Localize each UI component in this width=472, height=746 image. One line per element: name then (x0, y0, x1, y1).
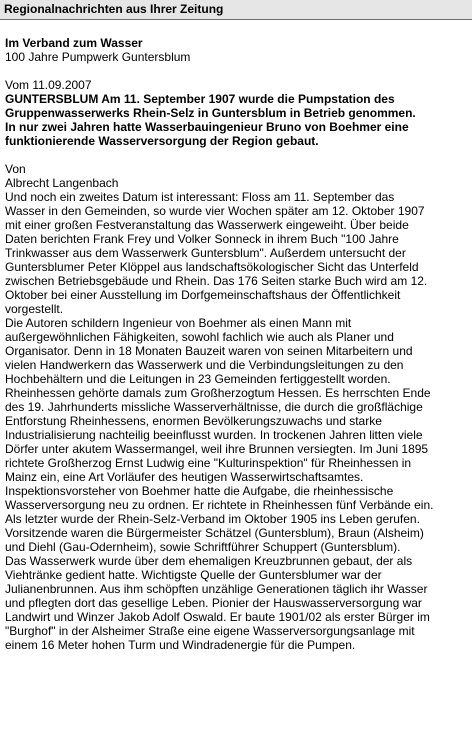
spacer (5, 64, 471, 78)
body-line: Industrialisierung nachteilig beeinflusst wurden. In trockenen Jahren litten viele (5, 428, 423, 442)
body-line: Landwirt und Winzer Jakob Adolf Oswald. Er baute 1901/02 als erster Bürger im (5, 610, 430, 624)
section-title: Regionalnachrichten aus Ihrer Zeitung (4, 2, 224, 16)
body-line: Viehtränke gedient hatte. Wichtigste Quelle der Guntersblumer war der (5, 568, 382, 582)
body-line: vielen Handwerkern das Wasserwerk und die Verbindungsleitungen zu den (5, 358, 404, 372)
body-line: Mainz ein, eine Art Vorläufer des heutigen Wasserwirtschaftsamtes. (5, 470, 364, 484)
article-body (5, 190, 471, 652)
article-date: Vom 11.09.2007 (5, 78, 92, 92)
body-line: des 19. Jahrhunderts missliche Wasserverhältnisse, die durch die großflächige (5, 400, 423, 414)
header-divider (0, 19, 472, 20)
body-line: vorgestellt. (5, 302, 64, 316)
body-line: Julianenbrunnen. Aus ihm schöpften unzählige Generationen täglich ihr Wasser (5, 582, 428, 596)
article-subheadline: 100 Jahre Pumpwerk Guntersblum (5, 50, 191, 64)
body-line: einem 16 Meter hohen Turm und Windradenergie für die Pumpen. (5, 638, 356, 652)
body-line: Als letzter wurde der Rhein-Selz-Verband im Oktober 1905 ins Leben gerufen. (5, 512, 420, 526)
body-line: Vorsitzende waren die Bürgermeister Schätzel (Guntersblum), Braun (Alsheim) (5, 526, 424, 540)
body-line: Die Autoren schildern Ingenieur von Boehmer als einen Mann mit (5, 316, 352, 330)
body-line: und Diehl (Gau-Odernheim), sowie Schriftführer Schuppert (Guntersblum). (5, 540, 401, 554)
lead-line: Gruppenwasserwerks Rhein-Selz in Guntersblum in Betrieb genommen. (5, 106, 416, 120)
body-line: außergewöhnlichen Fähigkeiten, sowohl fachlich wie auch als Planer und (5, 330, 394, 344)
body-line: richtete Großherzog Ernst Ludwig eine "Kulturinspektion" für Rheinhessen in (5, 456, 412, 470)
section-header (0, 0, 472, 19)
lead-line: In nur zwei Jahren hatte Wasserbauingenieur Bruno von Boehmer eine (5, 120, 409, 134)
body-line: Entforstung Rheinhessens, enormen Bevölkerungszuwachs und starke (5, 414, 382, 428)
body-line: Wasser in den Gemeinden, so wurde vier Wochen später am 12. Oktober 1907 (5, 204, 425, 218)
article-headline: Im Verband zum Wasser (5, 36, 143, 50)
body-line: Daten berichten Frank Frey und Volker Sonneck in ihrem Buch "100 Jahre (5, 232, 399, 246)
body-line: Das Wasserwerk wurde über dem ehemaligen Kreuzbrunnen gebaut, der als (5, 554, 413, 568)
body-line: Hochbehältern und die Leitungen in 23 Gemeinden fertiggestellt worden. (5, 372, 391, 386)
byline-prefix: Von (5, 162, 26, 176)
body-line: mit einer großen Festveranstaltung das Wasserwerk eingeweiht. Über beide (5, 218, 409, 232)
spacer (5, 148, 471, 162)
article-content (5, 36, 471, 652)
body-line: Rheinhessen gehörte damals zum Großherzogtum Hessen. Es herrschten Ende (5, 386, 431, 400)
body-line: Dörfer unter akutem Wassermangel, weil ihre Brunnen versiegten. Im Juni 1895 (5, 442, 429, 456)
body-line: Trinkwasser aus dem Wasserwerk Guntersblum". Außerdem untersucht der (5, 246, 406, 260)
body-line: Wasserversorgung neu zu ordnen. Er richtete in Rheinhessen fünf Verbände ein. (5, 498, 434, 512)
body-line: Guntersblumer Peter Klöppel aus landschaftsökologischer Sicht das Unterfeld (5, 260, 419, 274)
body-line: Oktober bei einer Ausstellung im Dorfgemeinschaftshaus der Öffentlichkeit (5, 288, 401, 302)
body-line: Organisator. Denn in 18 Monaten Bauzeit waren von seinen Mitarbeitern und (5, 344, 413, 358)
body-line: Und noch ein zweites Datum ist interessant: Floss am 11. September das (5, 190, 395, 204)
article-lead (5, 92, 471, 148)
body-line: zwischen Betriebsgebäude und Rhein. Das 176 Seiten starke Buch wird am 12. (5, 274, 428, 288)
article-author: Albrecht Langenbach (5, 176, 119, 190)
lead-line: GUNTERSBLUM Am 11. September 1907 wurde die Pumpstation des (5, 92, 395, 106)
body-line: und pflegten dort das gesellige Leben. Pionier der Hauswasserversorgung war (5, 596, 422, 610)
body-line: "Burghof" in der Alsheimer Straße eine eigene Wasserversorgungsanlage mit (5, 624, 415, 638)
lead-line: funktionierende Wasserversorgung der Region gebaut. (5, 134, 319, 148)
body-line: Inspektionsvorsteher von Boehmer hatte die Aufgabe, die rheinhessische (5, 484, 394, 498)
